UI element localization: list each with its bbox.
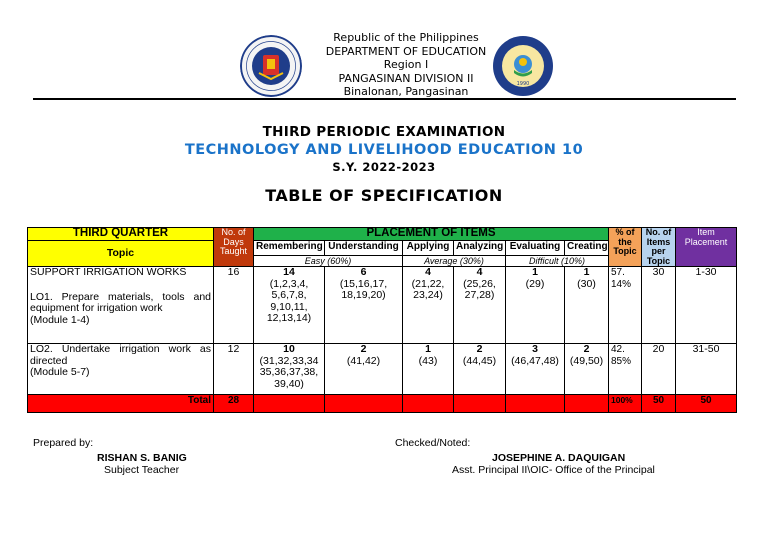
remembering-cell — [254, 344, 325, 395]
topic-cell — [28, 344, 214, 395]
evaluating-cell — [506, 267, 565, 344]
analyzing-cell — [454, 344, 506, 395]
prepared-position: Subject Teacher — [104, 464, 180, 476]
item-numbers: (29) — [525, 277, 545, 290]
specification-table — [27, 227, 737, 413]
item-numbers: (21,22, 23,24) — [411, 277, 445, 301]
checked-by-block — [395, 437, 655, 477]
svg-text:1990: 1990 — [516, 81, 530, 87]
level-understanding: Understanding — [325, 241, 403, 256]
checked-name: JOSEPHINE A. DAQUIGAN — [492, 451, 626, 464]
republic-line: Republic of the Philippines — [333, 31, 479, 44]
difficulty-easy: Easy (60%) — [254, 256, 403, 267]
document-title: TABLE OF SPECIFICATION — [265, 186, 503, 205]
level-applying: Applying — [403, 241, 454, 256]
item-numbers: (49,50) — [569, 354, 604, 367]
division-line: PANGASINAN DIVISION II — [338, 71, 474, 85]
item-count: 4 — [425, 266, 431, 278]
level-remembering: Remembering — [254, 241, 325, 256]
letterhead — [0, 31, 768, 101]
placement-header: PLACEMENT OF ITEMS — [254, 228, 609, 241]
item-count: 2 — [476, 343, 483, 355]
region-line: Region I — [383, 58, 429, 71]
item-numbers: (1,2,3,4, 5,6,7,8, 9,10,11, 12,13,14) — [266, 277, 312, 324]
item-count: 10 — [283, 343, 295, 355]
days-cell: 12 — [214, 344, 254, 395]
prepared-by-block — [33, 437, 187, 477]
table-row — [28, 267, 737, 344]
total-pct: 100% — [609, 395, 642, 413]
deped-seal-logo — [240, 35, 302, 97]
understanding-cell — [325, 344, 403, 395]
table-row — [28, 344, 737, 395]
item-numbers: (25,26, 27,28) — [463, 277, 496, 301]
item-count: 1 — [583, 266, 590, 278]
checked-label: Checked/Noted: — [395, 437, 471, 449]
item-numbers: (44,45) — [462, 354, 497, 367]
total-items: 50 — [642, 395, 676, 413]
quarter-header: THIRD QUARTER — [28, 228, 214, 241]
total-row — [28, 395, 737, 413]
header-divider — [33, 98, 736, 100]
items-cell: 30 — [642, 267, 676, 344]
analyzing-cell — [454, 267, 506, 344]
item-numbers: (30) — [577, 277, 596, 290]
subject-title: TECHNOLOGY AND LIVELIHOOD EDUCATION 10 — [184, 142, 584, 158]
item-count: 6 — [360, 266, 367, 278]
item-count: 3 — [532, 343, 538, 355]
department-line: DEPARTMENT OF EDUCATION — [325, 44, 487, 58]
title-block — [0, 124, 768, 205]
topic-header: Topic — [28, 241, 214, 267]
item-count: 1 — [532, 266, 538, 278]
level-analyzing: Analyzing — [454, 241, 506, 256]
item-count: 2 — [360, 343, 367, 355]
placement-cell: 1-30 — [676, 267, 737, 344]
evaluating-cell — [506, 344, 565, 395]
location-line: Binalonan, Pangasinan — [343, 85, 469, 98]
item-numbers: (15,16,17, 18,19,20) — [339, 277, 388, 301]
topic-module: (Module 5-7) — [30, 366, 90, 378]
pct-cell: 42. 85% — [609, 344, 642, 395]
item-count: 2 — [583, 343, 590, 355]
prepared-label: Prepared by: — [33, 437, 94, 449]
difficulty-difficult: Difficult (10%) — [506, 256, 609, 267]
item-numbers: (46,47,48) — [511, 354, 559, 367]
days-header: No. of Days Taught — [214, 228, 254, 267]
items-cell: 20 — [642, 344, 676, 395]
topic-cell — [28, 267, 214, 344]
exam-title: THIRD PERIODIC EXAMINATION — [262, 124, 506, 140]
total-placement: 50 — [676, 395, 737, 413]
creating-cell — [565, 344, 609, 395]
checked-position: Asst. Principal II\OIC- Office of the Principal — [452, 464, 655, 476]
creating-cell — [565, 267, 609, 344]
letterhead-text — [316, 31, 496, 99]
item-count: 14 — [283, 266, 295, 278]
pct-header: % of the Topic — [609, 228, 642, 267]
item-count: 1 — [425, 343, 431, 355]
item-numbers: (31,32,33,34 35,36,37,38, 39,40) — [259, 354, 319, 390]
applying-cell — [403, 344, 454, 395]
school-year: S.Y. 2022-2023 — [332, 160, 436, 174]
understanding-cell — [325, 267, 403, 344]
applying-cell — [403, 267, 454, 344]
item-numbers: (41,42) — [346, 354, 381, 367]
pangasinan-division-seal-logo — [492, 35, 554, 97]
pct-cell: 57. 14% — [609, 267, 642, 344]
topic-detail: LO2. Undertake irrigation work as directed — [30, 343, 211, 367]
prepared-name: RISHAN S. BANIG — [97, 451, 187, 464]
topic-module: (Module 1-4) — [30, 313, 90, 326]
level-evaluating: Evaluating — [506, 241, 565, 256]
item-numbers: (43) — [418, 354, 438, 367]
item-placement-header: Item Placement — [676, 228, 737, 267]
remembering-cell — [254, 267, 325, 344]
total-days: 28 — [214, 395, 254, 413]
topic-detail: LO1. Prepare materials, tools and equipment for irrigation work — [30, 290, 211, 314]
item-count: 4 — [476, 266, 483, 278]
difficulty-average: Average (30%) — [403, 256, 506, 267]
placement-cell: 31-50 — [676, 344, 737, 395]
total-label: Total — [28, 395, 214, 413]
level-creating: Creating — [565, 241, 609, 256]
topic-title: SUPPORT IRRIGATION WORKS — [30, 266, 187, 278]
days-cell: 16 — [214, 267, 254, 344]
items-header: No. of Items per Topic — [642, 228, 676, 267]
